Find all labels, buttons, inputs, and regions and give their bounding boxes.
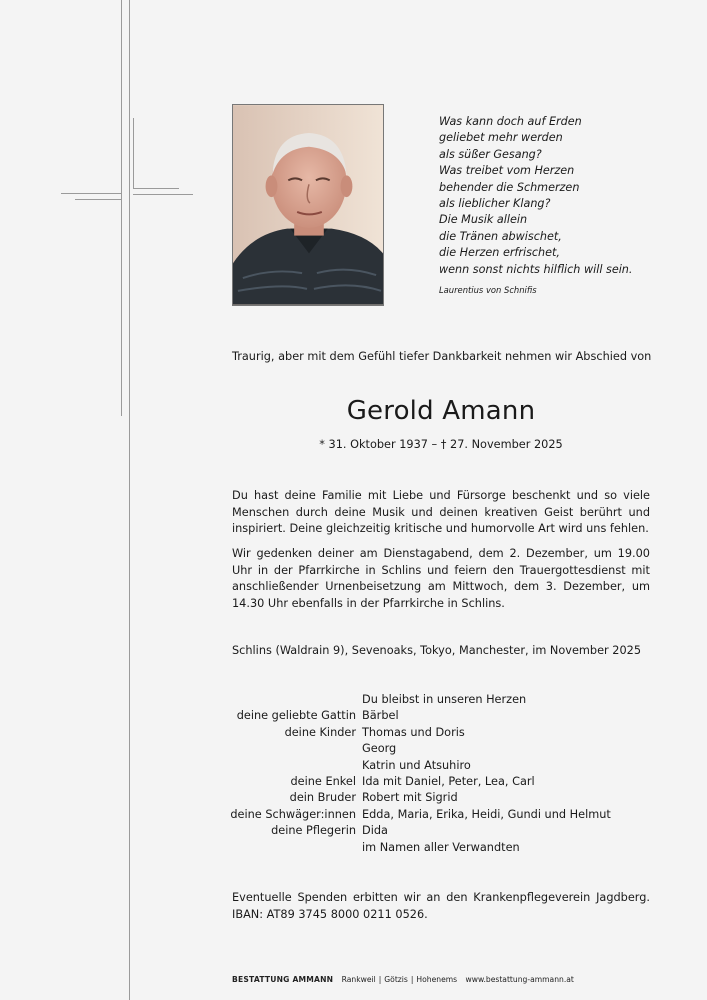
- mourner-role: deine Schwäger:innen: [230, 807, 356, 821]
- mourner-names: im Namen aller Verwandten: [362, 840, 520, 854]
- mourner-role: deine Enkel: [290, 774, 356, 788]
- funeral-home-brand: BESTATTUNG AMMANN: [232, 975, 334, 984]
- donation-iban: IBAN: AT89 3745 8000 0211 0526.: [232, 907, 428, 921]
- mourners-list: [200, 692, 660, 856]
- cross-vertical-right: [129, 0, 130, 1000]
- mourner-row: [200, 692, 660, 708]
- mourner-names: Bärbel: [362, 709, 399, 723]
- footer-location: Hohenems: [416, 975, 458, 984]
- mourner-names: Robert mit Sigrid: [362, 791, 458, 805]
- donation-info: [232, 890, 650, 923]
- poem-line: die Herzen erfrischet,: [439, 246, 560, 260]
- mourner-row: [200, 823, 660, 839]
- poem-line: wenn sonst nichts hilflich will sein.: [439, 262, 633, 276]
- cross-vertical-left: [121, 0, 122, 416]
- mourner-names: Georg: [362, 742, 397, 756]
- mourner-role: deine Pflegerin: [271, 824, 356, 838]
- tribute-paragraph: Du hast deine Familie mit Liebe und Fürsorge beschenkt und so viele Menschen durch deine Musik und deinen kreativen Geist berührt und inspiriert. Deine gleichzeitig kritische und humorvolle Art wird uns fehlen.: [232, 489, 650, 535]
- deceased-name: Gerold Amann: [346, 396, 536, 426]
- donation-text: Eventuelle Spenden erbitten wir an den Krankenpflegeverein Jagdberg.: [232, 891, 650, 904]
- mourner-names: Katrin und Atsuhiro: [362, 758, 471, 772]
- poem-line: die Tränen abwischet,: [439, 229, 562, 243]
- poem-line: Was kann doch auf Erden: [439, 115, 582, 128]
- mourner-role: deine geliebte Gattin: [236, 709, 356, 723]
- poem: [439, 114, 679, 298]
- footer-location: Götzis: [384, 975, 408, 984]
- mourner-role: deine Kinder: [284, 725, 356, 739]
- footer-location: Rankweil: [341, 975, 376, 984]
- poem-line: als lieblicher Klang?: [439, 197, 551, 211]
- place-date: Schlins (Waldrain 9), Sevenoaks, Tokyo, Manchester, im November 2025: [232, 644, 642, 657]
- mourner-names: Thomas und Doris: [362, 725, 465, 739]
- mourner-role: [200, 741, 362, 757]
- mourner-row: [200, 774, 660, 790]
- poem-line: Die Musik allein: [439, 213, 528, 227]
- mourner-row: [200, 758, 660, 774]
- mourner-role: [200, 692, 362, 708]
- mourner-names: Ida mit Daniel, Peter, Lea, Carl: [362, 774, 535, 788]
- mourner-names: Dida: [362, 824, 388, 838]
- mourner-row: [200, 807, 660, 823]
- poem-author: Laurentius von Schnifis: [439, 285, 537, 296]
- life-dates: * 31. Oktober 1937 – † 27. November 2025: [319, 438, 563, 451]
- cross-horizontal-left-lower: [75, 199, 122, 200]
- mourner-row: [200, 840, 660, 856]
- poem-line: als süßer Gesang?: [439, 147, 542, 161]
- cross-arm-stub: [133, 118, 134, 188]
- mourner-row: [200, 725, 660, 741]
- cross-horizontal-right-lower: [133, 194, 193, 195]
- mourner-row: [200, 790, 660, 806]
- footer-website-link[interactable]: www.bestattung-ammann.at: [465, 975, 574, 984]
- mourner-names: Du bleibst in unseren Herzen: [362, 693, 527, 706]
- mourner-row: [200, 741, 660, 757]
- mourner-role: [200, 840, 362, 856]
- footer: BESTATTUNG AMMANN Rankweil | Götzis | Hohenems www.bestattung-ammann.at: [232, 975, 574, 984]
- portrait-photo: [232, 104, 384, 306]
- mourner-names: Edda, Maria, Erika, Heidi, Gundi und Helmut: [362, 807, 611, 821]
- cross-horizontal-left: [61, 193, 122, 194]
- mourner-row: [200, 708, 660, 724]
- poem-line: behender die Schmerzen: [439, 180, 580, 194]
- mourner-role: [200, 758, 362, 774]
- poem-line: geliebet mehr werden: [439, 131, 563, 145]
- mourner-role: dein Bruder: [289, 791, 356, 805]
- cross-horizontal-right: [133, 188, 179, 189]
- poem-line: Was treibet vom Herzen: [439, 164, 575, 178]
- intro-text: Traurig, aber mit dem Gefühl tiefer Dankbarkeit nehmen wir Abschied von: [232, 350, 652, 363]
- service-paragraph: Wir gedenken deiner am Dienstagabend, dem 2. Dezember, um 19.00 Uhr in der Pfarrkirche in Schlins und feiern den Trauergottesdienst mit anschließender Urnenbeisetzung am Mittwoch, dem 3. Dezember, um 14.30 Uhr ebenfalls in der Pfarrkirche in Schlins.: [232, 547, 650, 610]
